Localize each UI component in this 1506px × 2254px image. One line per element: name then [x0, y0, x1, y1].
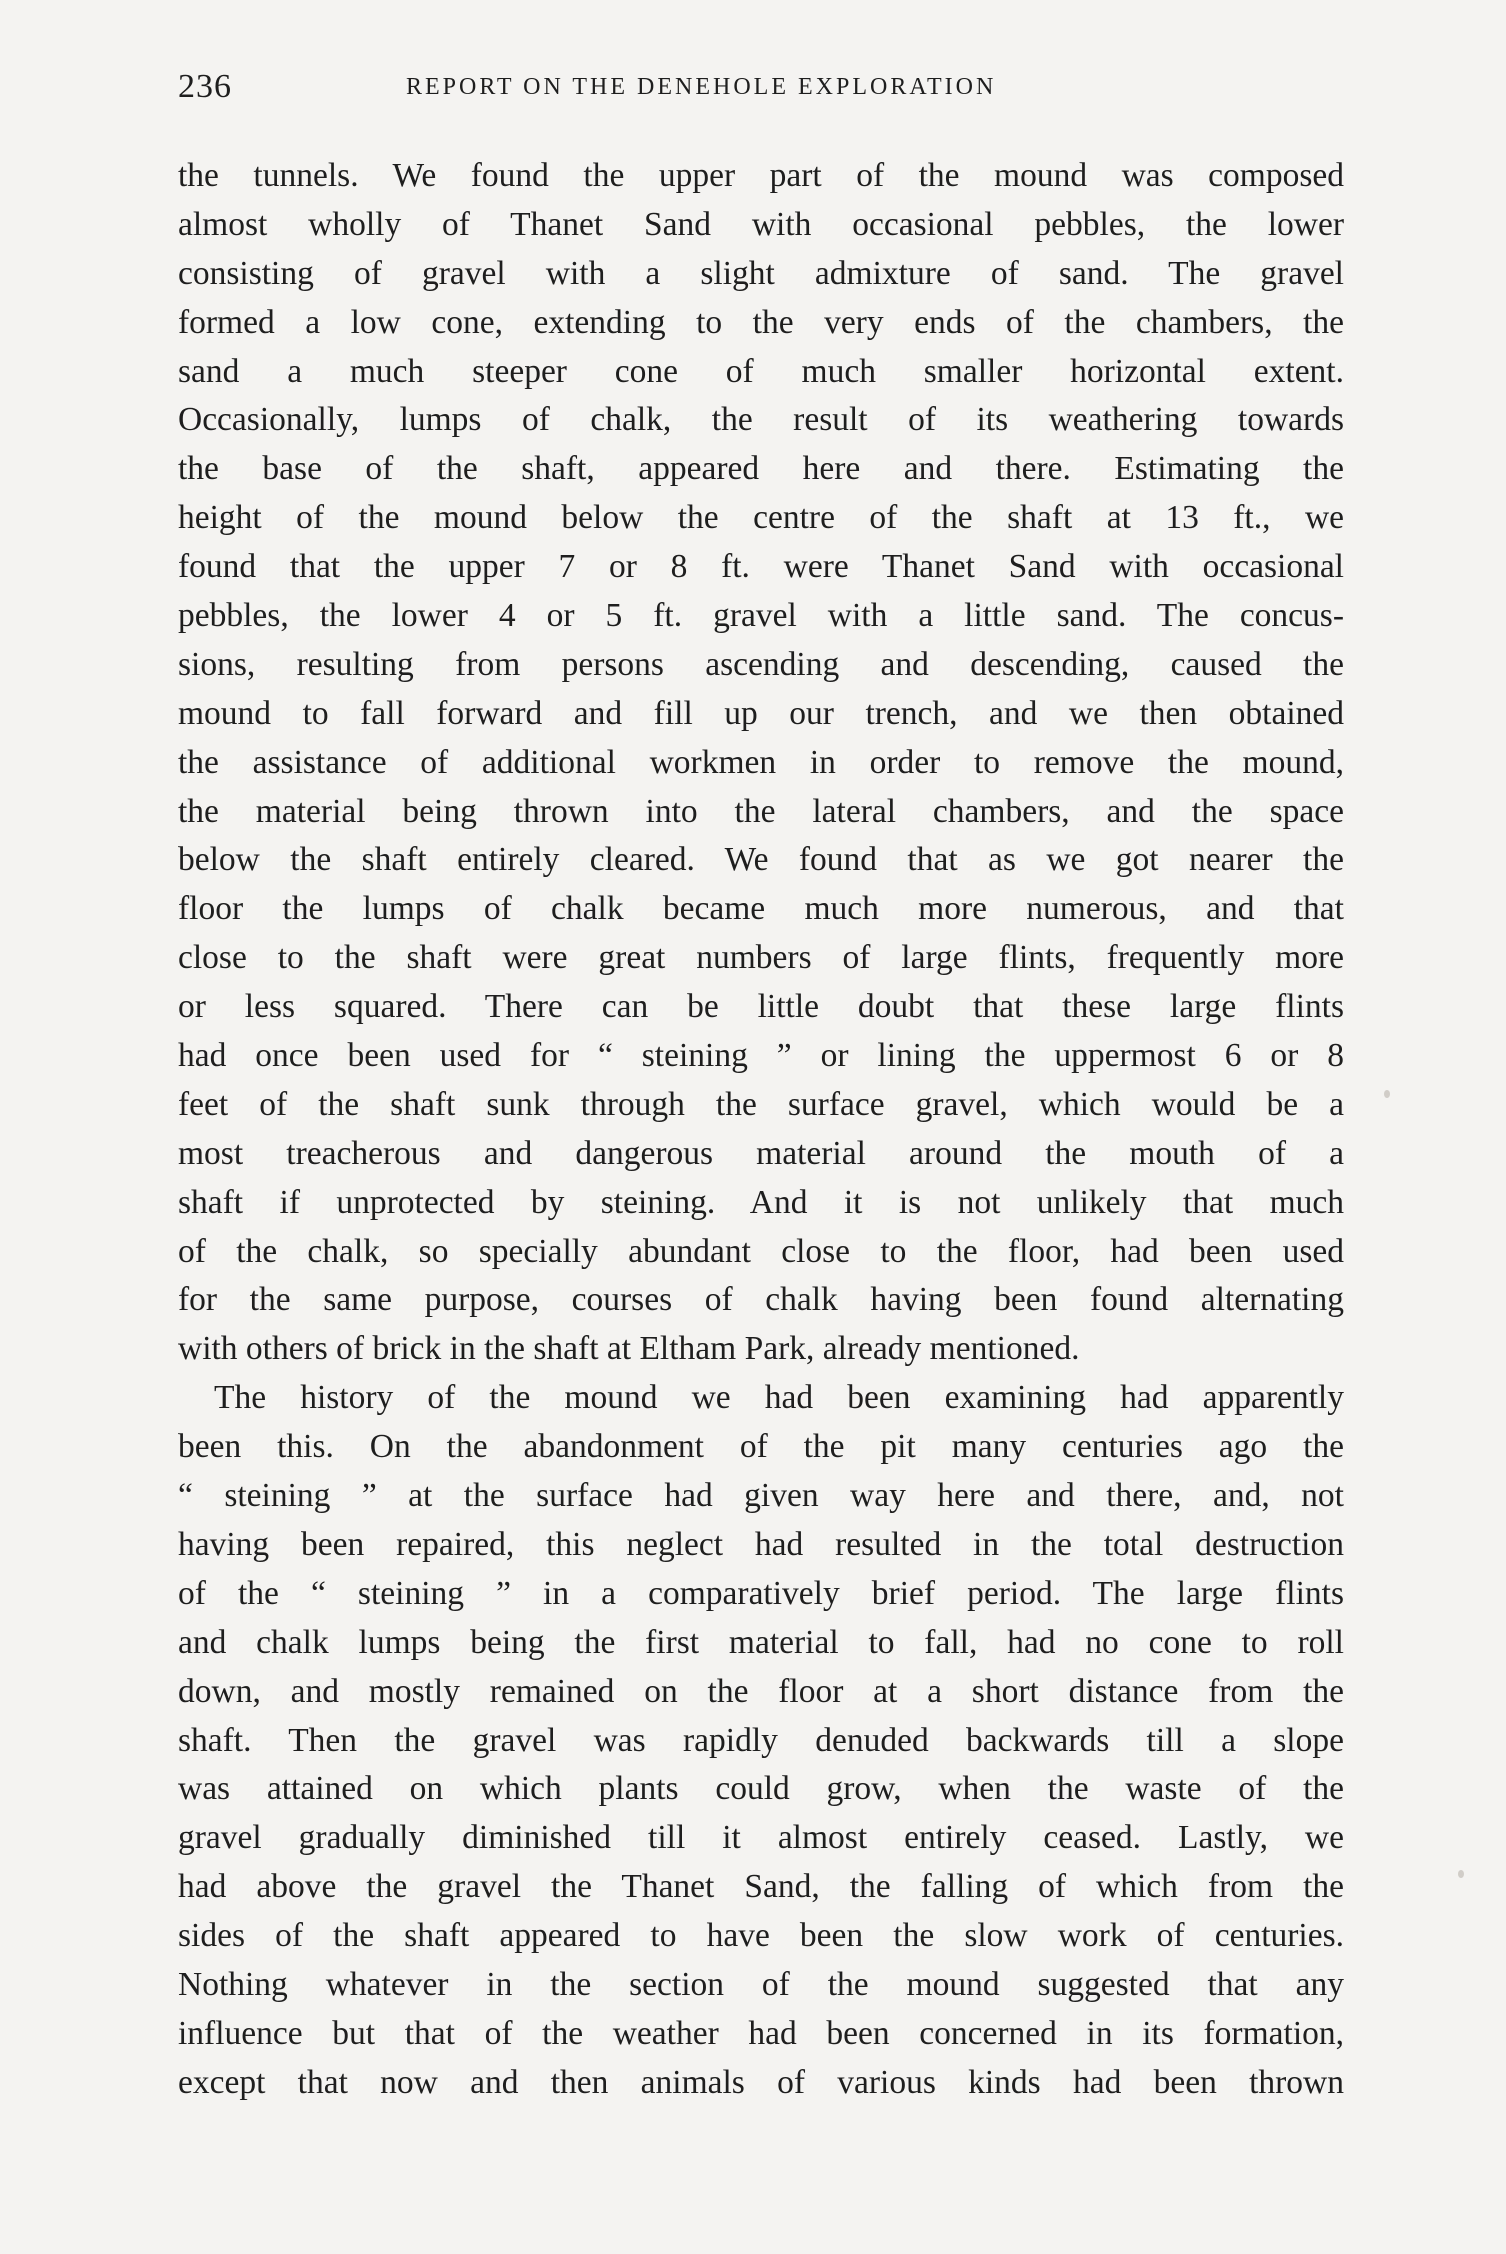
text-line: the base of the shaft, appeared here and there. Estimating the — [178, 450, 1344, 488]
text-line: or less squared. There can be little doubt that these large flints — [178, 988, 1344, 1026]
text-line: height of the mound below the centre of the shaft at 13 ft., we — [178, 499, 1344, 537]
text-line: influence but that of the weather had been concerned in its formation, — [178, 2014, 1344, 2052]
text-line: had once been used for “ steining ” or lining the uppermost 6 or 8 — [178, 1037, 1344, 1075]
text-line: “ steining ” at the surface had given way here and there, and, not — [178, 1477, 1344, 1515]
text-line: formed a low cone, extending to the very ends of the chambers, the — [178, 303, 1344, 341]
text-line: with others of brick in the shaft at Eltham Park, already mentioned. — [178, 1330, 1080, 1368]
text-line: sions, resulting from persons ascending and descending, caused the — [178, 645, 1344, 683]
text-line: consisting of gravel with a slight admixture of sand. The gravel — [178, 254, 1344, 292]
running-head: REPORT ON THE DENEHOLE EXPLORATION — [406, 74, 997, 100]
text-line: down, and mostly remained on the floor at a short distance from the — [178, 1672, 1344, 1710]
text-line: The history of the mound we had been examining had apparently — [214, 1379, 1344, 1417]
text-line: having been repaired, this neglect had resulted in the total destruction — [178, 1525, 1344, 1563]
text-line: shaft if unprotected by steining. And it is not unlikely that much — [178, 1183, 1344, 1221]
text-line: almost wholly of Thanet Sand with occasional pebbles, the lower — [178, 205, 1344, 243]
text-line: the material being thrown into the lateral chambers, and the space — [178, 792, 1344, 830]
paper-speck — [1384, 1090, 1390, 1098]
text-line: found that the upper 7 or 8 ft. were Thanet Sand with occasional — [178, 548, 1344, 586]
text-line: below the shaft entirely cleared. We found that as we got nearer the — [178, 841, 1344, 879]
text-line: Occasionally, lumps of chalk, the result of its weathering towards — [178, 401, 1344, 439]
body-text — [178, 152, 1344, 2108]
text-line: the assistance of additional workmen in order to remove the mound, — [178, 743, 1344, 781]
text-line: of the chalk, so specially abundant close to the floor, had been used — [178, 1232, 1344, 1270]
text-line: sand a much steeper cone of much smaller horizontal extent. — [178, 352, 1344, 390]
text-line: sides of the shaft appeared to have been the slow work of centuries. — [178, 1917, 1344, 1955]
text-line: most treacherous and dangerous material around the mouth of a — [178, 1134, 1344, 1172]
text-line: Nothing whatever in the section of the mound suggested that any — [178, 1965, 1344, 2003]
text-line: close to the shaft were great numbers of large flints, frequently more — [178, 939, 1344, 977]
text-line: mound to fall forward and fill up our trench, and we then obtained — [178, 694, 1344, 732]
text-line: floor the lumps of chalk became much more numerous, and that — [178, 890, 1344, 928]
page-header — [178, 66, 1346, 114]
text-line: pebbles, the lower 4 or 5 ft. gravel with a little sand. The concus- — [178, 597, 1344, 635]
text-line: gravel gradually diminished till it almost entirely ceased. Lastly, we — [178, 1819, 1344, 1857]
text-line: shaft. Then the gravel was rapidly denuded backwards till a slope — [178, 1721, 1344, 1759]
text-line: except that now and then animals of various kinds had been thrown — [178, 2063, 1344, 2101]
text-line: been this. On the abandonment of the pit many centuries ago the — [178, 1428, 1344, 1466]
paper-speck — [1458, 1870, 1464, 1878]
text-line: for the same purpose, courses of chalk having been found alternating — [178, 1281, 1344, 1319]
text-line: of the “ steining ” in a comparatively brief period. The large flints — [178, 1574, 1344, 1612]
text-line: and chalk lumps being the first material to fall, had no cone to roll — [178, 1623, 1344, 1661]
text-line: feet of the shaft sunk through the surface gravel, which would be a — [178, 1085, 1344, 1123]
text-line: had above the gravel the Thanet Sand, the falling of which from the — [178, 1868, 1344, 1906]
page-number: 236 — [178, 68, 232, 105]
text-line: was attained on which plants could grow, when the waste of the — [178, 1770, 1344, 1808]
text-line: the tunnels. We found the upper part of the mound was composed — [178, 157, 1344, 194]
